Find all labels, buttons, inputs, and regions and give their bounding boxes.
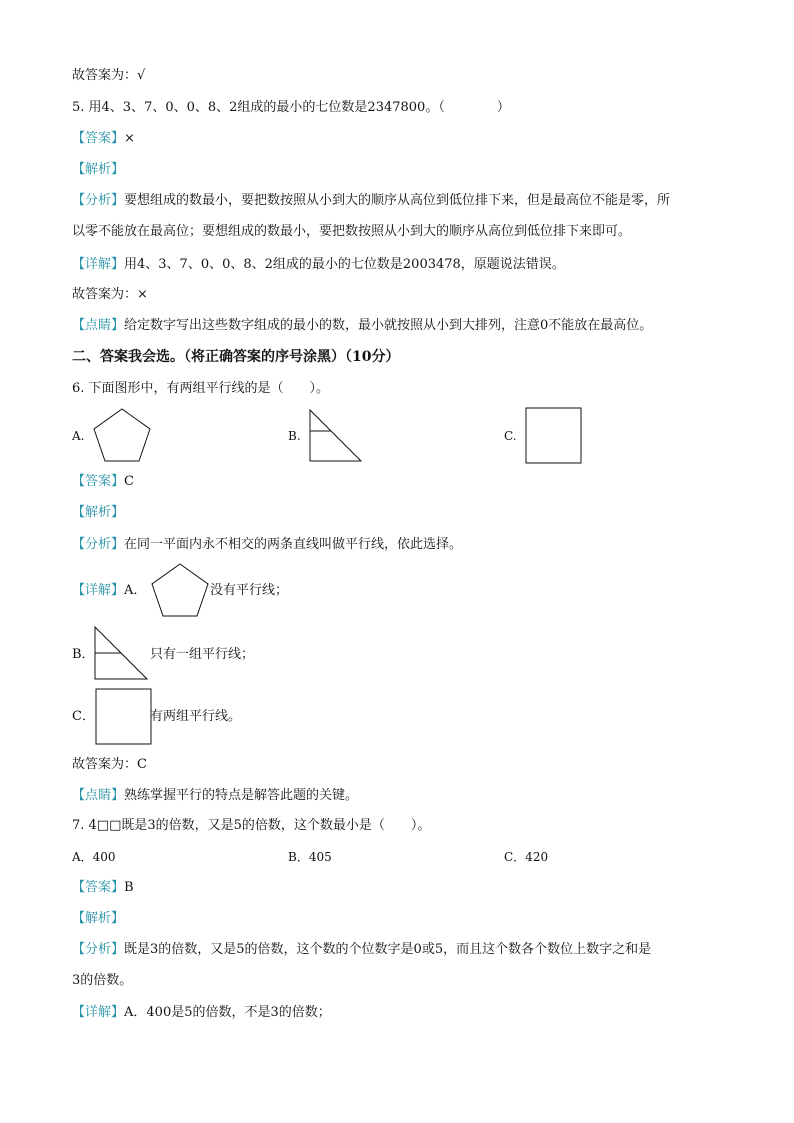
q7-fenxi-line2: 3的倍数。 xyxy=(72,973,133,988)
fenxi-text: 既是3的倍数，又是5的倍数，这个数的个位数字是0或5，而且这个数各个数位上数字之和是 xyxy=(124,942,652,957)
answer-tag: 【答案】 xyxy=(72,474,125,489)
answer-value: × xyxy=(124,131,135,146)
q6-option-c-label: C. xyxy=(504,429,517,443)
answer-value: B xyxy=(124,880,134,895)
xiangjie-tag: 【详解】 xyxy=(72,583,125,598)
q7-option-c: C．420 xyxy=(504,850,549,864)
xiangjie-tag: 【详解】 xyxy=(72,1005,125,1020)
square-detail-figure xyxy=(95,688,153,745)
xiangjie-text: 用4、3、7、0、0、8、2组成的最小的七位数是2003478，原题说法错误。 xyxy=(124,257,565,272)
pentagon-detail-shape xyxy=(152,564,208,616)
q5-dianjing xyxy=(72,317,652,335)
q7-option-a: A．400 xyxy=(72,850,116,864)
dianjing-tag: 【点睛】 xyxy=(72,788,125,803)
q6-dianjing xyxy=(72,787,358,805)
q5-conclusion: 故答案为：× xyxy=(72,287,148,302)
xiangjie-tag: 【详解】 xyxy=(72,257,125,272)
q5-xiangjie xyxy=(72,256,565,274)
dianjing-text: 给定数字写出这些数字组成的最小的数，最小就按照从小到大排列，注意0不能放在最高位。 xyxy=(124,318,653,333)
fenxi-tag: 【分析】 xyxy=(72,942,125,957)
fenxi-tag: 【分析】 xyxy=(72,537,125,552)
triangle-detail-figure xyxy=(94,626,149,681)
q5-fenxi xyxy=(72,192,670,210)
q6-fenxi xyxy=(72,536,462,554)
square-detail-shape xyxy=(96,689,151,744)
pentagon-figure xyxy=(94,408,152,462)
detail-a-text: 没有平行线； xyxy=(210,583,289,598)
detail-b-label: B． xyxy=(72,647,95,662)
q6-option-a-label: A. xyxy=(72,429,85,443)
q4-conclusion: 故答案为：√ xyxy=(72,68,146,83)
answer-tag: 【答案】 xyxy=(72,131,125,146)
q5-answer xyxy=(72,130,135,148)
detail-c-text: 有两组平行线。 xyxy=(150,709,242,724)
fenxi-text: 要想组成的数最小，要把数按照从小到大的顺序从高位到低位排下来，但是最高位不能是零，所 xyxy=(124,193,671,208)
fenxi-tag: 【分析】 xyxy=(72,193,125,208)
square-figure xyxy=(525,407,583,464)
answer-tag: 【答案】 xyxy=(72,880,125,895)
triangle-shape xyxy=(310,410,361,461)
fenxi-text: 在同一平面内永不相交的两条直线叫做平行线，依此选择。 xyxy=(124,537,463,552)
q7-analysis-tag: 【解析】 xyxy=(72,911,125,926)
q7-answer xyxy=(72,879,134,897)
dianjing-tag: 【点睛】 xyxy=(72,318,125,333)
detail-a-label: A． xyxy=(124,583,147,598)
q6-conclusion: 故答案为：C xyxy=(72,757,147,772)
q6-stem: 6. 下面图形中，有两组平行线的是（ ）。 xyxy=(72,381,330,396)
q7-option-b: B．405 xyxy=(288,850,332,864)
q6-answer xyxy=(72,473,134,491)
pentagon-shape xyxy=(94,409,150,461)
dianjing-text: 熟练掌握平行的特点是解答此题的关键。 xyxy=(124,788,359,803)
triangle-figure xyxy=(309,409,363,463)
detail-b-text: 只有一组平行线； xyxy=(150,647,255,662)
q6-option-b-label: B. xyxy=(288,429,301,443)
q7-stem: 7. 4□□既是3的倍数，又是5的倍数，这个数最小是（ ）。 xyxy=(72,818,431,833)
xiangjie-text: A．400是5的倍数，不是3的倍数； xyxy=(124,1005,331,1020)
q6-analysis-tag: 【解析】 xyxy=(72,505,125,520)
section-title: 二、答案我会选。（将正确答案的序号涂黑）（10分） xyxy=(72,349,400,365)
answer-value: C xyxy=(124,474,134,489)
q7-fenxi xyxy=(72,941,651,959)
pentagon-detail-figure xyxy=(152,563,210,618)
q7-xiangjie xyxy=(72,1004,331,1022)
detail-c-label: C． xyxy=(72,709,95,724)
q5-analysis-tag: 【解析】 xyxy=(72,162,125,177)
q5-stem: 5. 用4、3、7、0、0、8、2组成的最小的七位数是2347800。（ ） xyxy=(72,100,510,115)
q6-detail-a xyxy=(72,582,146,600)
square-shape xyxy=(526,408,581,463)
q5-fenxi-line2: 以零不能放在最高位；要想组成的数最小，要把数按照从小到大的顺序从高位到低位排下来即可。 xyxy=(72,224,632,239)
